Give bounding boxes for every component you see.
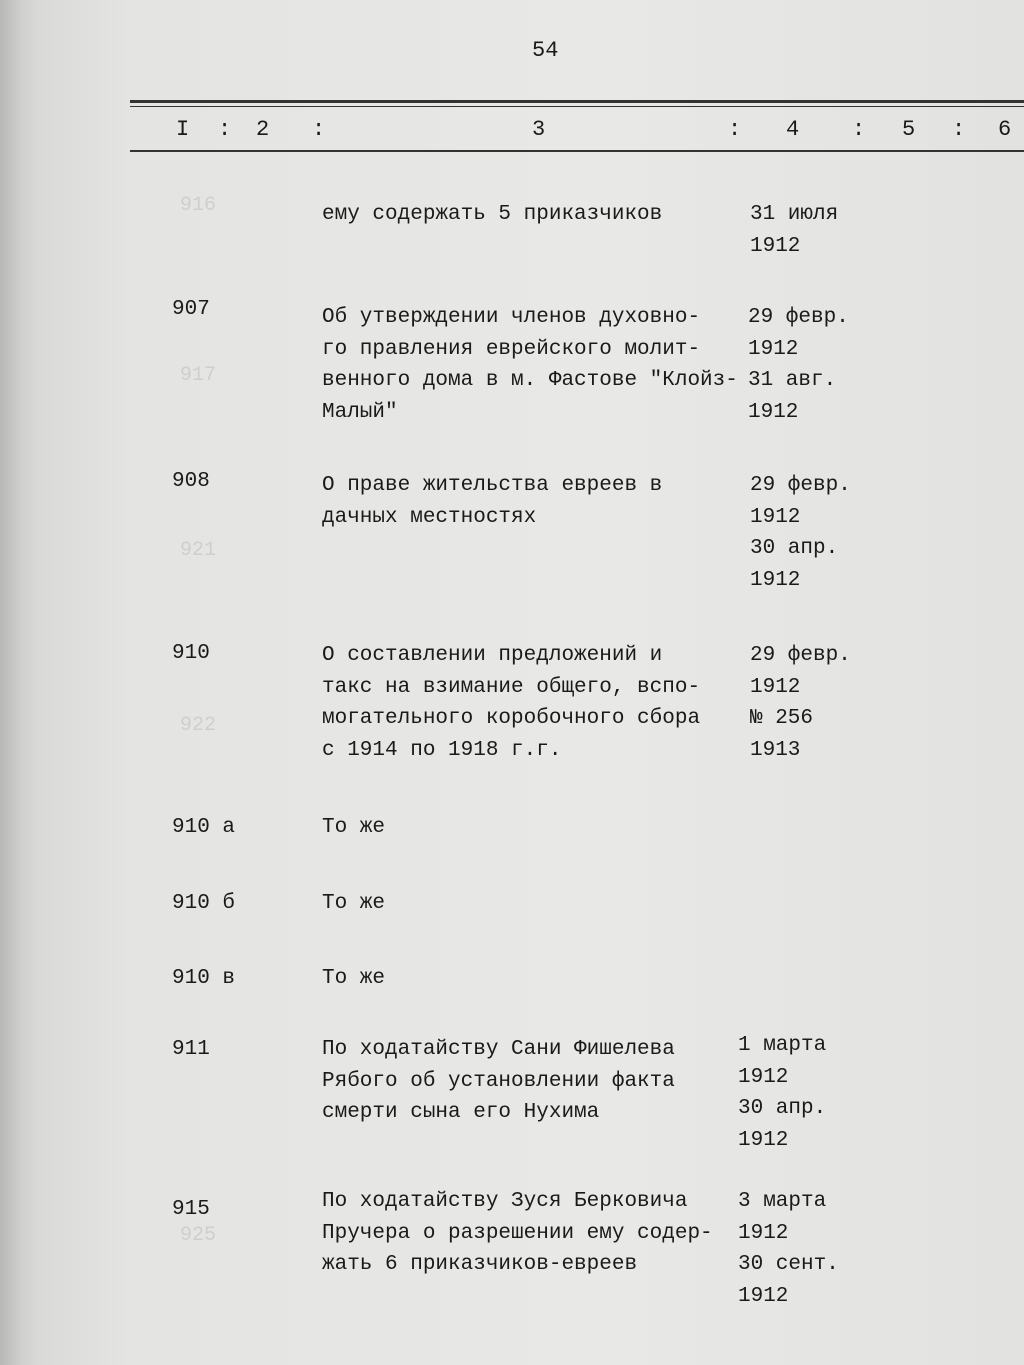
column-header-6: 6 [998, 117, 1012, 142]
entry-text: О праве жительства евреев в дачных местностях [322, 474, 663, 529]
header-rule-bottom [130, 150, 1024, 152]
entry-number: 910 а [172, 816, 236, 839]
entry-date: 29 февр. 1912 № 256 1913 [750, 644, 851, 762]
entry-text: О составлении предложений и такс на взимание общего, вспо- могательного коробочного сбора с 1914 по 1918 г.г. [322, 644, 701, 762]
bleed-through: 925 [180, 1224, 217, 1247]
entry-number: 915 [172, 1198, 210, 1221]
entry-text: Об утверждении членов духовно- го правления еврейского молит- венного дома в м. Фастове "Клойз- Малый" [322, 306, 738, 424]
entry-date: 3 марта 1912 30 сент. 1912 [738, 1190, 839, 1308]
entry-date: 31 июля 1912 [750, 203, 839, 258]
entry-date: 1 марта 1912 30 апр. 1912 [738, 1034, 827, 1152]
entry-number: 908 [172, 470, 210, 493]
bleed-through: 921 [180, 539, 217, 562]
entry-number: 910 [172, 642, 210, 665]
column-separator: : [952, 117, 966, 142]
entry-text: То же [322, 967, 386, 990]
entry-number: 910 в [172, 967, 236, 990]
column-separator: : [852, 117, 866, 142]
bleed-through: 917 [180, 364, 217, 387]
page-number: 54 [532, 38, 559, 63]
entry-number: 910 б [172, 892, 236, 915]
column-header-2: 2 [256, 117, 270, 142]
header-rule-top [130, 100, 1024, 103]
column-separator: : [312, 117, 326, 142]
bleed-through: 922 [180, 714, 217, 737]
entry-date: 29 февр. 1912 31 авг. 1912 [748, 306, 849, 424]
entry-text: По ходатайству Зуся Берковича Пручера о разрешении ему содер- жать 6 приказчиков-евреев [322, 1190, 713, 1276]
entry-number: 907 [172, 298, 210, 321]
book-spine [0, 0, 22, 1365]
entry-text: То же [322, 816, 386, 839]
entry-number: 911 [172, 1038, 210, 1061]
entry-text: То же [322, 892, 386, 915]
column-header-1: I [176, 117, 190, 142]
column-header-4: 4 [786, 117, 800, 142]
header-rule-top-thin [130, 106, 1024, 107]
column-header-5: 5 [902, 117, 916, 142]
entry-text: ему содержать 5 приказчиков [322, 203, 663, 226]
column-header-3: 3 [532, 117, 546, 142]
column-separator: : [728, 117, 742, 142]
entry-text: По ходатайству Сани Фишелева Рябого об установлении факта смерти сына его Нухима [322, 1038, 675, 1124]
column-separator: : [218, 117, 232, 142]
bleed-through: 916 [180, 194, 217, 217]
entry-date: 29 февр. 1912 30 апр. 1912 [750, 474, 851, 592]
